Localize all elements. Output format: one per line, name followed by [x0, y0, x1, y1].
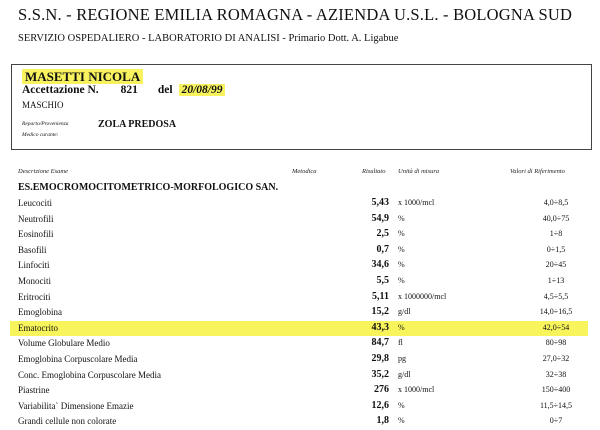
reference-range: 150÷400 [541, 385, 571, 395]
reference-range: 40,0÷75 [542, 213, 570, 223]
exam-name: Grandi cellule non colorate [18, 416, 117, 427]
exam-name: Neutrofili [18, 213, 54, 224]
column-header-method: Metodica [292, 168, 317, 175]
exam-name: Leucociti [18, 198, 52, 208]
result-value: 84,7 [371, 337, 389, 349]
exam-name: Volume Globulare Medio [18, 338, 110, 349]
result-value: 43,3 [371, 321, 389, 333]
results-table [0, 196, 600, 430]
result-value: 1,8 [376, 415, 389, 427]
reparto-label: Reparto/Provenienza [22, 121, 69, 127]
unit-of-measure: g/dl [398, 369, 411, 379]
reference-range: 1÷13 [547, 275, 565, 285]
reference-range: 4,0÷8,5 [543, 198, 569, 207]
exam-name: Variabilita` Dimensione Emazie [18, 400, 134, 411]
exam-name: Emoglobina [18, 307, 62, 318]
result-value: 34,6 [371, 259, 389, 271]
exam-name: Piastrine [18, 385, 50, 396]
result-value: 35,2 [371, 368, 389, 380]
table-row [0, 352, 600, 368]
exam-name: Monociti [18, 275, 51, 286]
result-value: 29,8 [371, 352, 389, 364]
reference-range: 14,0÷16,5 [539, 307, 573, 317]
unit-of-measure: % [398, 229, 405, 239]
table-row [0, 336, 600, 352]
patient-name-text: MASETTI NICOLA [22, 69, 143, 84]
reference-range: 42,0÷54 [542, 322, 570, 332]
result-value: 5,11 [372, 290, 389, 302]
accettazione-line [22, 84, 225, 96]
unit-of-measure: x 1000000/mcl [398, 291, 447, 301]
column-header-exam: Descrizione Esame [18, 168, 69, 175]
column-header-unit: Unità di misura [398, 168, 440, 175]
table-row [10, 321, 588, 337]
exam-name: Linfociti [18, 260, 50, 271]
column-header-result: Risultato [362, 168, 386, 175]
exam-name: Emoglobina Corpuscolare Media [18, 353, 138, 364]
report-header-subtitle: SERVIZIO OSPEDALIERO - LABORATORIO DI ANALISI - Primario Dott. A. Ligabue [18, 33, 399, 44]
table-row [0, 305, 600, 321]
exam-name: Basofili [18, 244, 47, 255]
report-header-title: S.S.N. - REGIONE EMILIA ROMAGNA - AZIENDA U.S.L. - BOLOGNA SUD [18, 5, 573, 24]
table-row [0, 227, 600, 243]
unit-of-measure: % [398, 400, 405, 410]
unit-of-measure: % [398, 213, 405, 223]
unit-of-measure: % [398, 416, 405, 426]
table-row [0, 290, 600, 306]
reference-range: 20÷45 [545, 260, 567, 270]
reference-range: 4,5÷5,5 [543, 291, 569, 301]
reference-range: 0÷7 [549, 416, 563, 426]
unit-of-measure: % [398, 244, 405, 254]
table-row [0, 414, 600, 430]
patient-sex: MASCHIO [22, 100, 64, 110]
result-value: 0,7 [376, 243, 389, 255]
reference-range: 1÷8 [549, 229, 563, 239]
table-row [0, 196, 600, 212]
unit-of-measure: fl [398, 338, 403, 348]
exam-name: Conc. Emoglobina Corpuscolare Media [18, 369, 161, 380]
accettazione-label: Accettazione N. [22, 84, 99, 96]
unit-of-measure: x 1000/mcl [398, 385, 435, 395]
unit-of-measure: % [398, 275, 405, 285]
reparto-value: ZOLA PREDOSA [98, 119, 177, 130]
exam-name: Ematocrito [18, 322, 58, 333]
reference-range: 27,0÷32 [542, 353, 570, 363]
exam-name: Eritrociti [18, 291, 51, 302]
reference-range: 32÷38 [545, 369, 567, 379]
medico-label: Medico curante: [22, 132, 59, 138]
table-row [0, 243, 600, 259]
table-row [0, 368, 600, 384]
result-value: 15,2 [371, 306, 389, 318]
unit-of-measure: pg [398, 353, 406, 363]
unit-of-measure: g/dl [398, 307, 411, 317]
result-value: 54,9 [371, 212, 389, 224]
patient-info-box [11, 64, 592, 150]
patient-name [22, 69, 143, 85]
table-row [0, 212, 600, 228]
unit-of-measure: % [398, 260, 405, 270]
result-value: 5,5 [376, 274, 389, 286]
result-value: 12,6 [371, 399, 389, 411]
accettazione-number: 821 [120, 84, 138, 96]
reference-range: 11,5÷14,5 [539, 400, 573, 410]
section-title: ES.EMOCROMOCITOMETRICO-MORFOLOGICO SAN. [18, 182, 279, 193]
accettazione-date: 20/08/99 [179, 84, 226, 96]
table-row [0, 274, 600, 290]
result-value: 276 [374, 384, 389, 396]
column-header-ref: Valori di Riferimento [510, 168, 565, 175]
table-row [0, 383, 600, 399]
reference-range: 80÷98 [545, 338, 567, 348]
unit-of-measure: % [398, 322, 405, 332]
result-value: 2,5 [376, 228, 389, 240]
result-value: 5,43 [371, 197, 389, 208]
del-label: del [157, 84, 173, 96]
unit-of-measure: x 1000/mcl [398, 198, 435, 207]
reference-range: 0÷1,5 [546, 244, 566, 254]
table-row [0, 258, 600, 274]
exam-name: Eosinofili [18, 229, 54, 240]
